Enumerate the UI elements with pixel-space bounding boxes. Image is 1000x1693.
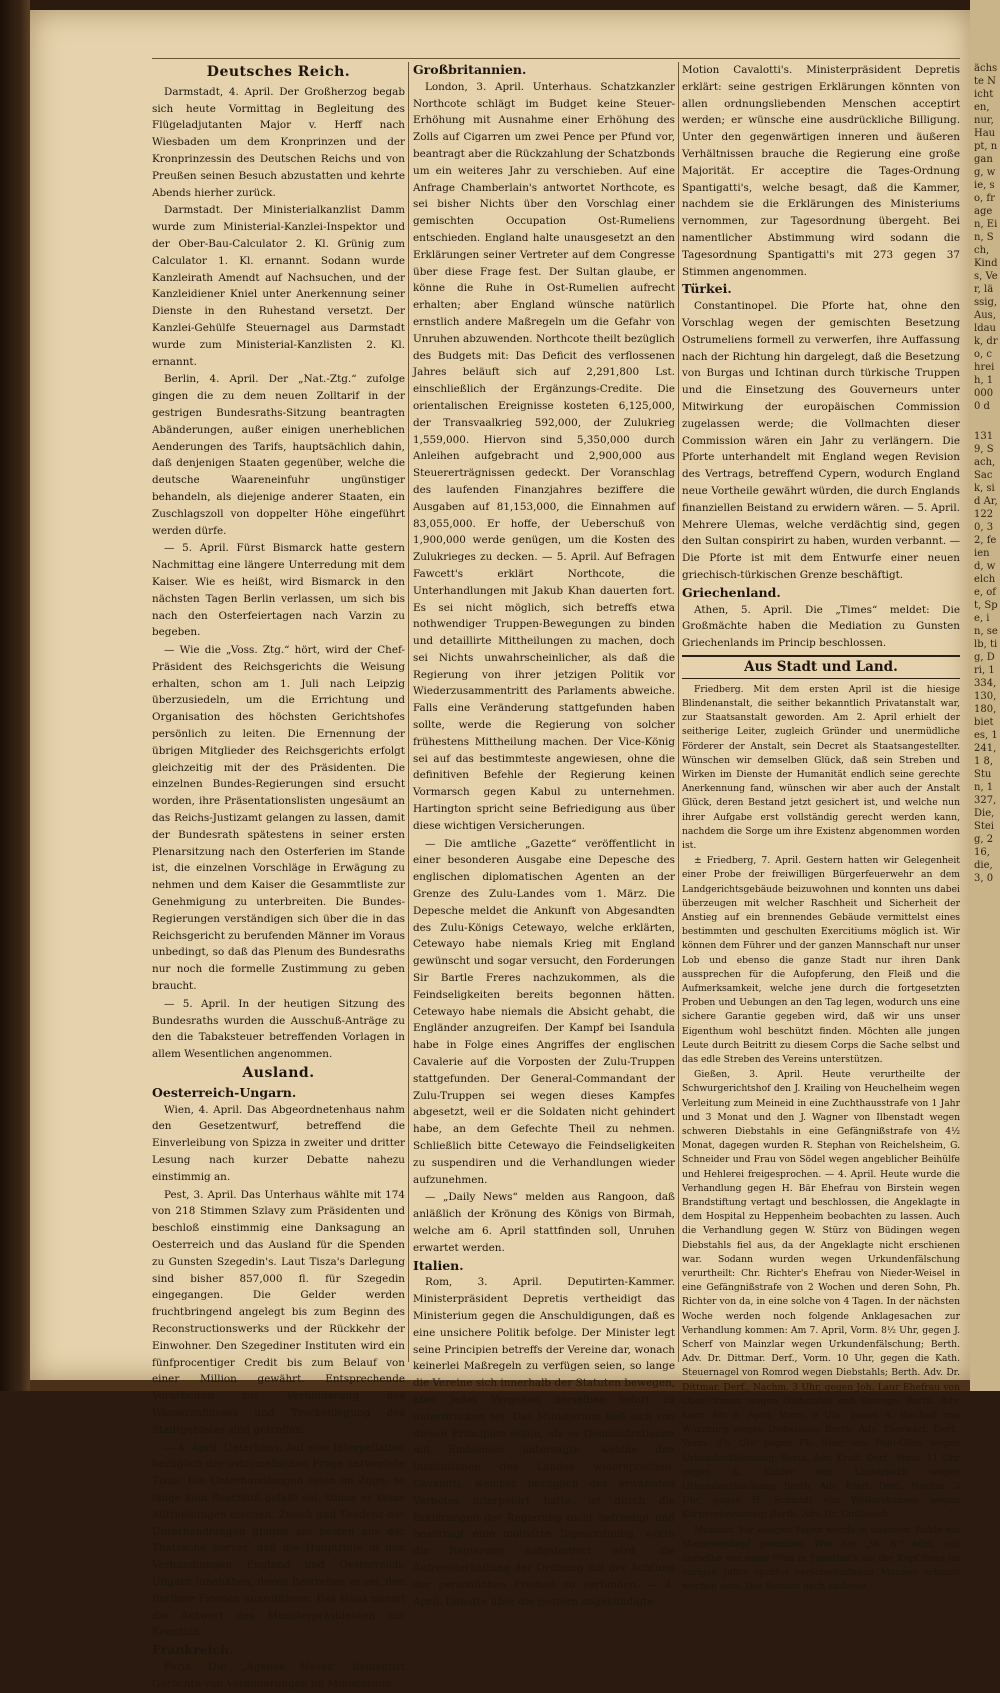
- article-daily-news-rangoon: — „Daily News“ melden aus Rangoon, daß anläßlich der Krönung des Königs von Birmah, welche am 6. April stattfinden soll, Unruhen erwartet werden.: [413, 1191, 675, 1254]
- subheading-grossbritannien: Großbritannien.: [413, 62, 527, 77]
- article-constantinopel: Constantinopel. Die Pforte hat, ohne den Vorschlag wegen der gemischten Besetzung Ostrumeliens formell zu verwerfen, ihre Auffassung nach der Richtung hin dargelegt, daß die Besetzung von Burgas und Ichtinan durch türkische Truppen und die Einsetzung des Gouverneurs unter Mitwirkung der europäischen Commission zugelassen werde; die Vollmachten dieser Commission wären ein Jahr zu verlängern. Die Pforte unterhandelt mit England wegen Revision des Vertrags, betreffend Cypern, wodurch England neue Vortheile gewährt würden, die durch Englands finanziellen Beistand zu erwidern wären. — 5. April. Mehrere Ulemas, welche verdächtig sind, gegen den Sultan conspirirt zu haben, wurden verbannt. — Die Pforte ist mit dem Entwurfe einer neuen griechisch-türkischen Grenze beschäftigt.: [682, 300, 960, 581]
- subheading-oesterreich-ungarn: Oesterreich-Ungarn.: [152, 1084, 297, 1100]
- article-friedberg-feuerwehr: ± Friedberg, 7. April. Gestern hatten wir Gelegenheit einer Probe der freiwilligen Bürgerfeuerwehr an dem Landgerichtsgebäude beizuwohnen und konnten uns dabei überzeugen mit welcher Raschheit und Sicherheit der Anstieg auf ein brennendes Gebäude vermittelst eines bestimmten und geschulten Exercitiums möglich ist. Wir können dem Führer und der ganzen Mannschaft nur unser Lob und ebenso die ganze Stadt nur ihren Dank aussprechen für die Aufopferung, den Fleiß und die Aufmerksamkeit, welche jene durch die fortgesetzten Proben und Uebungen an den Tag legen, wodurch uns eine sichere Garantie gegeben wird, daß wir uns unser Eigenthum wohl beschützt finden. Möchten alle jungen Leute durch Beitritt zu diesem Corps die Sache selbst und das edle Streben des Vereins unterstützen.: [682, 855, 960, 1065]
- article-muenster-fund: Münster. Vor einigen Tagen wurde in unserem Walde ein Menschenkopf gefunden. Wie der „W. B.“ hört, soll derselbe von einer Frau in Fauerbach als der Kopf ihres im vorigen Jahre spurlos verschwundenen Mannes erkannt worden sein. Das Suchen nach anderen: [682, 1524, 960, 1593]
- column-2: [413, 62, 675, 1608]
- article-giessen-schwurgericht: Gießen, 3. April. Heute verurtheilte der Schwurgerichtshof den J. Krailing von Heuchelheim wegen Verleitung zum Meineid in eine Zuchthausstrafe von 1 Jahr und 3 Monat und den J. Wagner von Ilbenstadt wegen schweren Diebstahls in eine Gefängnißstrafe von 4½ Monat, dagegen wurden R. Stephan von Reichelsheim, G. Schneider und Frau von Södel wegen angeblicher Beihülfe und Hehlerei freigesprochen. — 4. April. Heute wurde die Verhandlung gegen H. Bär Ehefrau von Birstein wegen Brandstiftung vertagt und beschlossen, die Angeklagte in dem Hospital zu Heppenheim beobachten zu lassen. Auch die Verhandlung gegen W. Stürz von Büdingen wegen Diebstahls fiel aus, da der Angeklagte nicht erschienen war. Sodann wurden wegen Urkundenfälschung verurtheilt: Chr. Richter's Ehefrau von Nieder-Weisel in eine Gefängnißstrafe von 2 Wochen und deren Sohn, Ph. Richter von da, in eine solche von 4 Tagen. In der nächsten Woche werden noch folgende Anklagesachen zur Verhandlung kommen: Am 7. April, Vorm. 8½ Uhr, gegen J. Scherf von Mainzlar wegen Urkundenfälschung; Berth. Adv. Dr. Dittmar. Derf., Vorm. 10 Uhr, gegen die Kath. Steuernagel von Romrod wegen Diebstahls; Berth. Adv. Dr. Dittmar. Derf., Nachm. 3 Uhr, gegen Joh. Laur Ehefrau von Ober-Ohmen wegen Diebstahls und Betrugs; Berth. Adv. Laur. Am 8. April, Vorm. 8 Uhr, gegen A. Bischoff von Würzburg wegen Diebstahls; Berth. Adv. Thorwart. Derf., Vorm. 9½ Uhr gegen Ph. Stier von Pohl-Göns wegen Urkundenfälschung; Berth. Adv. Kraft. Derf., Vorm. 11 Uhr gegen K. Köhler von Lauterbach wegen Urkundenfälschung; Berth. Adv. Kraft. Derf., Nachm. 3 Uhr, gegen H. Schmidt von Wellershausen wegen Körperverletzung; Berth. Adv. Dr. Gutfleisch.: [682, 1069, 960, 1521]
- adjacent-page-edge: [970, 0, 1000, 1391]
- subheading-griechenland: Griechenland.: [682, 584, 781, 600]
- article-rom-depretis: Rom, 3. April. Deputirten-Kammer. Ministerpräsident Depretis vertheidigt das Ministerium gegen die Anschuldigungen, daß es eine unsichere Politik befolge. Der Minister legt seine Principien betreffs der Vereine dar, wonach keinerlei Maßregeln zu verfügen seien, so lange die Vereine sich innerhalb der Statuten bewegen, aber jedes Vergehen derselben sofort zu unterdrücken sei. Das Ministerium ließ sich von diesen Principien leiten, als es Demonstrationen mit Emblemen untersagte, welche den Institutionen des Landes widersprechen. Cavalotti, welcher bezüglich des erwähnten Verbotes interpellirt hatte, ist durch die Erklärungen der Regierung nicht befriedigt und beantragt eine motivirte Tagesordnung, worin die Regierung aufgefordert wird, die Aufrechterhaltung der Ordnung mit der Achtung der persönlichen Freiheit zu verbinden. — 4. April. Debatte über die gestern angekündigte: [413, 1276, 675, 1608]
- subheading-tuerkei: Türkei.: [682, 281, 732, 297]
- section-heading-deutsches-reich: Deutsches Reich.: [206, 64, 351, 80]
- article-reichsgericht: — Wie die „Voss. Ztg.“ hört, wird der Chef-Präsident des Reichsgerichts die Weisung erhalten, schon am 1. Juli nach Leipzig überzusiedeln, um die Errichtung und Organisation des höchsten Gerichtshofes persönlich zu leiten. Die Ernennung der übrigen Mitglieder des Reichsgerichts erfolgt gleichzeitig mit der des Präsidenten. Die einzelnen Bundes-Regierungen sind ersucht worden, ihre Präsentationslisten ungesäumt an das Reichs-Justizamt gelangen zu lassen, damit der Bundesrath spätestens in seiner ersten Plenarsitzung nach den Osterferien im Stande ist, die einzelnen Vorschläge in Erwägung zu nehmen und dem Kaiser die Gesammtliste zur Genehmigung zu unterbreiten. Die Bundes-Regierungen verständigen sich über die in das Reichsgericht zu berufenden Männer im Voraus unbedingt, so daß das Plenum des Bundesraths nur noch die formelle Zustimmung zu geben braucht.: [152, 644, 405, 993]
- column-rule-1: [408, 62, 409, 1362]
- header-rule: [152, 58, 960, 59]
- article-darmstadt-grossherzog: Darmstadt, 4. April. Der Großherzog begab sich heute Vormittag in Begleitung des Flügeladjutanten Major v. Herff nach Wiesbaden um dem Kronprinzen und der Kronprinzessin des Deutschen Reichs und von Preußen seinen Besuch abzustatten und kehrte Abends hierher zurück.: [152, 85, 405, 199]
- column-rule-2: [678, 62, 679, 1362]
- article-berlin-zolltarif: Berlin, 4. April. Der „Nat.-Ztg.“ zufolge gingen die zu dem neuen Zolltarif in der gestrigen Bundesraths-Sitzung beantragten Abänderungen, außer einigen unerheblichen Aenderungen des Tarifs, hauptsächlich dahin, daß denjenigen Staaten gegenüber, welche die deutsche Waareneinfuhr ungünstiger behandeln, als diejenige anderer Staaten, ein Zuschlagszoll von doppelter Höhe eingeführt werden dürfe.: [152, 373, 405, 537]
- article-bundesrath-tabak: — 5. April. In der heutigen Sitzung des Bundesraths wurden die Ausschuß-Anträge zu den die Tabaksteuer betreffenden Vorlagen in allem Wesentlichen angenommen.: [152, 997, 405, 1061]
- article-paris-havas: Paris. Die „Agence Havas“ dementirt Gerüchte von Veränderungen im Ministerium.: [152, 1660, 405, 1690]
- column-1: [152, 62, 405, 1690]
- article-tisza-interpellation: — 4. April. Unterhaus. Auf eine Interpellation bezüglich der ostrumelischen Frage antwortete Tisza: Die Unterhandlungen seien im Zuge; so lange kein Beschluß gefaßt sei, könne er keine Mittheilungen machen. Zweck und Tendenz der Unterhandlungen gingen am besten aus der Thatsache hervor, daß die Hauptrolle in den Verhandlungen England und Oesterreich-Ungarn innehaben, deren Bestreben es sei, den Berliner Frieden auszuführen. Das Haus nimmt die Antwort des Ministerpräsidenten zur Kenntniß.: [152, 1441, 405, 1639]
- article-pest-unterhaus: Pest, 3. April. Das Unterhaus wählte mit 174 von 218 Stimmen Szlavy zum Präsidenten und beschloß einstimmig eine Danksagung an Oesterreich und das Ausland für die Spenden zu Gunsten Szegedin's. Laut Tisza's Darlegung sind bisher 857,000 fl. für Szegedin eingegangen. Die Gelder werden fruchtbringend angelegt bis zum Beginn des Reconstructionswerks und der Rückkehr der Einwohner. Den Szegediner Instituten wird ein fünfprocentiger Credit bis zum Belauf von einer Million gewährt. Entsprechende Vorarbeiten zur Verhinderung des Wasserzuflusses und Trockenlegung des Stadtgebietes sind getroffen.: [152, 1188, 405, 1436]
- section-heading-ausland: Ausland.: [242, 1065, 315, 1082]
- subheading-frankreich: Frankreich.: [152, 1642, 234, 1658]
- article-wien-spizza: Wien, 4. April. Das Abgeordnetenhaus nahm den Gesetzentwurf, betreffend die Einverleibung von Spizza in zweiter und dritter Lesung nach kurzer Debatte nahezu einstimmig an.: [152, 1103, 405, 1183]
- article-bismarck: — 5. April. Fürst Bismarck hatte gestern Nachmittag eine längere Unterredung mit dem Kaiser. Wie es heißt, wird Bismarck in den nächsten Tagen Berlin verlassen, um sich bis nach den Osterfeiertagen nach Varzin zu begeben.: [152, 542, 405, 639]
- adjacent-page-text-top: ächste Nichten, nur, Haupt, ngang, wie, so, fragen, Ein, Sch, Kinds, Ver, lässig, Aus, ldauk, dro, chreih, 10000 d: [974, 63, 998, 412]
- article-friedberg-blindenanstalt: Friedberg. Mit dem ersten April ist die hiesige Blindenanstalt, die seither bekanntlich Privatanstalt war, zur Staatsanstalt geworden. Am 2. April erhielt der seitherige Leiter, zugleich Gründer und unermüdliche Förderer der Anstalt, sein Decret als Staatsangestellter. Wünschen wir demselben Glück, daß sein Streben und Wirken im Dienste der Humanität endlich seine gerechte Anerkennung fand, wünschen wir aber auch der Anstalt Glück, deren Bestand jetzt gesichert ist, und welche nun ihrer Aufgabe erst vollständig gerecht werden kann, nachdem die Sorge um ihre Existenz abgenommen worden ist.: [682, 683, 960, 851]
- column-3: [682, 62, 960, 1593]
- adjacent-page-text-bottom: 1319, Sach, Sack, sid Ar, 1220, 3 2, feiend, welche, oft, Spe, in, selb, tig, Dri, 1334, 130, 180, bietes, 1241, 1 8, Stun, 1327, Die, Steig, 216, die, 3, 0: [974, 431, 998, 884]
- article-london-budget: London, 3. April. Unterhaus. Schatzkanzler Northcote schlägt im Budget keine Steuer-Erhöhung mit Ausnahme einer Erhöhung des Zolls auf Cigarren um zwei Pence per Pfund vor, beantragt aber die Rückzahlung der Schatzbonds um ein weiteres Jahr zu verschieben. Auf eine Anfrage Chamberlain's antwortet Northcote, es sei bisher Nichts über den Vorschlag einer gemischten Occupation Ost-Rumeliens entschieden. England halte unausgesetzt an den Erklärungen seiner Vertreter auf dem Congresse über diese Frage fest. Der Sultan glaube, er könne die Ruhe in Ost-Rumelien aufrecht erhalten; aber England wünsche natürlich ernstlich andere Maßregeln um die Gefahr von Unruhen abzuwenden. Northcote theilt bezüglich des Budgets mit: Das Deficit des verflossenen Jahres beläuft sich auf 2,291,800 Lst. einschließlich der Ergänzungs-Credite. Die orientalischen Ereignisse kosteten 6,125,000, der Transvaalkrieg 592,000, der Zulukrieg 1,559,000. Hiervon sind 5,350,000 durch Anleihen aufgebracht und 2,900,000 aus Steuererträgnissen gedeckt. Der Voranschlag des laufenden Finanzjahres beziffere die Ausgaben auf 81,153,000, die Einnahmen auf 83,055,000. Er hoffe, der Ueberschuß von 1,900,000 werde genügen, um die Kosten des Zulukrieges zu decken. — 5. April. Auf Befragen Fawcett's erklärt Northcote, die Unterhandlungen mit Jakub Khan dauerten fort. Es sei nicht möglich, sich betreffs etwa nothwendiger Truppen-Bewegungen zu binden und detaillirte Mittheilungen zu machen, doch sei Nichts unwahrscheinlicher, als daß die Regierung von ihrer jetzigen Politik vor Wiederzusammentritt des Parlaments abweiche. Falls eine Veränderung stattgefunden haben sollte, werde die Regierung von solcher frühestens Mittheilung machen. Der Vice-König sei auf das bestimmteste angewiesen, ohne die definitiven Befehle der Regierung keinen Vormarsch gegen Kabul zu unternehmen. Hartington spricht seine Befriedigung aus über diese wichtigen Versicherungen.: [413, 80, 675, 832]
- article-athen-times: Athen, 5. April. Die „Times“ meldet: Die Großmächte haben die Mediation zu Gunsten Griechenlands im Princip beschlossen.: [682, 603, 960, 650]
- subheading-italien: Italien.: [413, 1257, 464, 1273]
- article-cavalotti-motion: Motion Cavalotti's. Ministerpräsident Depretis erklärt: seine gestrigen Erklärungen könnten von allen ordnungsliebenden Menschen acceptirt werden; er wünsche eine ausdrückliche Billigung. Unter den gegenwärtigen inneren und äußeren Verhältnissen brauche die Regierung eine große Majorität. Er acceptire die Tages-Ordnung Spantigatti's, welche besagt, daß die Kammer, nachdem sie die Erklärungen des Ministeriums vernommen, zur Tagesordnung übergeht. Bei namentlicher Abstimmung wird sodann die Tagesordnung Spantigatti's mit 273 gegen 37 Stimmen angenommen.: [682, 64, 960, 278]
- article-gazette-zulu: — Die amtliche „Gazette“ veröffentlicht in einer besonderen Ausgabe eine Depesche des englischen diplomatischen Agenten an der Grenze des Zulu-Landes vom 1. März. Die Depesche meldet die Ankunft von Abgesandten des Zulu-Königs Cetewayo, welche erklärten, Cetewayo habe niemals Krieg mit England gewünscht und sogar versucht, den Forderungen Sir Bartle Freres nachzukommen, als die Feindseligkeiten bereits begonnen hätten. Cetewayo habe niemals die Absicht gehabt, die Engländer anzugreifen. Der Kampf bei Isandula habe in Folge eines Angriffes der englischen Cavalerie auf die Vorposten der Zulu-Truppen stattgefunden. Der General-Commandant der Zulu-Truppen sei wegen dieses Kampfes abgesetzt, weil er die Soldaten nicht gehindert habe, an dem Gefechte Theil zu nehmen. Schließlich bitte Cetewayo die Feindseligkeiten zu suspendiren und die Verhandlungen wieder aufzunehmen.: [413, 837, 675, 1186]
- article-darmstadt-ernennungen: Darmstadt. Der Ministerialkanzlist Damm wurde zum Ministerial-Kanzlei-Inspektor und der Ober-Bau-Calculator 2. Kl. Grünig zum Calculator 1. Kl. ernannt. Sodann wurde Kanzleirath Amendt auf Nachsuchen, und der Kanzleidiener Kniel unter Anerkennung seiner Dienste in den Ruhestand versetzt. Der Kanzlei-Gehülfe Steuernagel aus Darmstadt wurde zum Ministerial-Kanzlisten 2. Kl. ernannt.: [152, 204, 405, 368]
- section-heading-aus-stadt-und-land: Aus Stadt und Land.: [682, 655, 960, 679]
- book-spine: [0, 0, 30, 1391]
